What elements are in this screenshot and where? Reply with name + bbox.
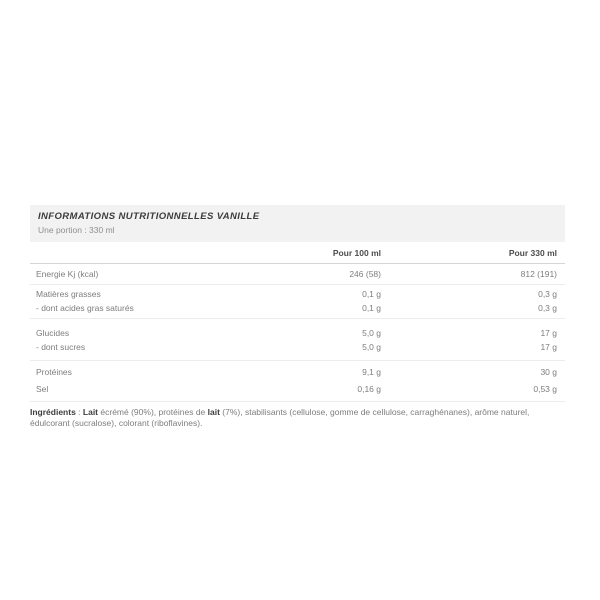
row-label: Matières grasses (36, 289, 101, 299)
table-group-fats (30, 285, 565, 319)
row-value-per-100ml: 0,1 g (362, 289, 381, 299)
column-header-per-330ml: Pour 330 ml (508, 247, 557, 258)
row-value-per-330ml: 17 g (540, 342, 557, 352)
ingredients-paragraph (30, 407, 565, 429)
row-label: Protéines (36, 367, 72, 377)
row-value-per-330ml: 17 g (540, 328, 557, 338)
row-label: Energie Kj (kcal) (36, 269, 99, 279)
table-row-energy (30, 264, 565, 284)
ingredients-text: : (75, 407, 83, 417)
row-value-per-100ml: 246 (58) (349, 269, 381, 279)
row-value-per-330ml: 0,3 g (538, 289, 557, 299)
column-header-per-100ml: Pour 100 ml (332, 247, 381, 258)
table-row-proteins (30, 365, 565, 379)
ingredients-text: écrémé (90%), protéines de (98, 407, 208, 417)
row-value-per-100ml: 9,1 g (362, 367, 381, 377)
row-label: Glucides (36, 328, 70, 338)
table-row-fats (30, 287, 565, 301)
table-row-carbs (30, 326, 565, 340)
portion-subtitle: Une portion : 330 ml (38, 225, 115, 235)
row-value-per-330ml: 0,53 g (533, 384, 557, 394)
table-group-proteins-salt (30, 361, 565, 402)
table-group-energy (30, 264, 565, 285)
nutrition-title: INFORMATIONS NUTRITIONNELLES VANILLE (38, 211, 260, 222)
row-label: Sel (36, 384, 49, 394)
row-value-per-100ml: 0,1 g (362, 303, 381, 313)
row-label: - dont acides gras saturés (36, 303, 134, 313)
row-value-per-100ml: 0,16 g (357, 384, 381, 394)
row-value-per-330ml: 812 (191) (520, 269, 557, 279)
table-group-carbs (30, 319, 565, 361)
row-value-per-330ml: 30 g (540, 367, 557, 377)
ingredients-bold-milk-proteins: lait (207, 407, 220, 417)
ingredients-bold-milk: Lait (82, 407, 99, 417)
row-label: - dont sucres (36, 342, 86, 352)
nutrition-header (30, 205, 565, 242)
ingredients-label: Ingrédients (30, 407, 76, 417)
ingredients-text: (7%), stabilisants (cellulose, gomme de cellulose, carraghénanes), arôme naturel, édulcorant (sucralose), colorant (riboflavines). (30, 407, 530, 428)
row-value-per-330ml: 0,3 g (538, 303, 557, 313)
table-row-salt (30, 381, 565, 397)
nutrition-panel (30, 205, 565, 438)
table-row-sugars (30, 340, 565, 354)
row-value-per-100ml: 5,0 g (362, 342, 381, 352)
table-header-row (30, 242, 565, 264)
row-value-per-100ml: 5,0 g (362, 328, 381, 338)
table-row-saturated-fats (30, 301, 565, 315)
